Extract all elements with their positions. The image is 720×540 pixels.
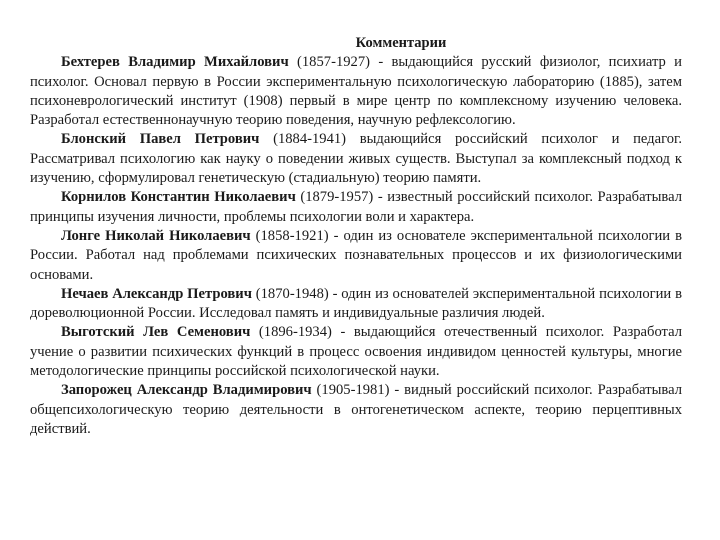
entry-text: (1858-1921) - один из основателе экспериментальной психологии в России. Работал над проблемами психических познавательных процессов и их физиологическими основами. [30,227,682,283]
entry-name: Выготский Лев Семенович [61,324,251,341]
entry-text: (1870-1948) - один из основателей экспериментальной психологии в дореволюционной России. Исследовал память и индивидуальные различия людей. [30,285,682,322]
entry-zaporozhets [30,381,682,439]
entry-kornilov [30,188,682,227]
entry-name: Блонский Павел Петрович [61,131,260,148]
entry-text: (1896-1934) - выдающийся отечественный психолог. Разработал учение о развитии психических функций в процесс освоения индивидом ценностей культуры, многие методологические принципы российской психологической науки. [30,324,682,380]
entry-lange [30,227,682,285]
entry-vygotsky [30,323,682,381]
entry-text: (1905-1981) - видный российский психолог. Разрабатывал общепсихологическую теорию деятельности в онтогенетическом аспекте, теорию перцептивных действий. [30,382,682,437]
entry-name: Лонге Николай Николаевич [61,227,251,244]
entry-name: Бехтерев Владимир Михайлович [61,54,289,71]
entry-text: (1857-1927) - выдающийся русский физиолог, психиатр и психолог. Основал первую в России экспериментальную психологическую лабораторию (1885), затем психоневрологический институт (1908) первый в мире центр по комплексному изучению человека. Разработал естественнонаучную теорию поведения, научную рефлексологию. [30,54,682,129]
entry-text: (1879-1957) - известный российский психолог. Разрабатывал принципы изучения личности, проблемы психологии воли и характера. [30,189,682,225]
entry-text: (1884-1941) выдающийся российский психолог и педагог. Рассматривал психологию как науку о поведении живых существ. Выступал за комплексный подход к изучению, сформулировал генетическую (стадиальную) теорию памяти. [30,131,682,187]
entry-nechaev [30,285,682,324]
entry-bekhterev [30,53,682,130]
page-title: Комментарии [355,35,447,51]
document-page [30,34,682,439]
entry-blonsky [30,130,682,188]
entry-name: Корнилов Константин Николаевич [61,189,296,206]
entry-name: Запорожец Александр Владимирович [61,382,312,399]
entry-name: Нечаев Александр Петрович [61,285,252,302]
